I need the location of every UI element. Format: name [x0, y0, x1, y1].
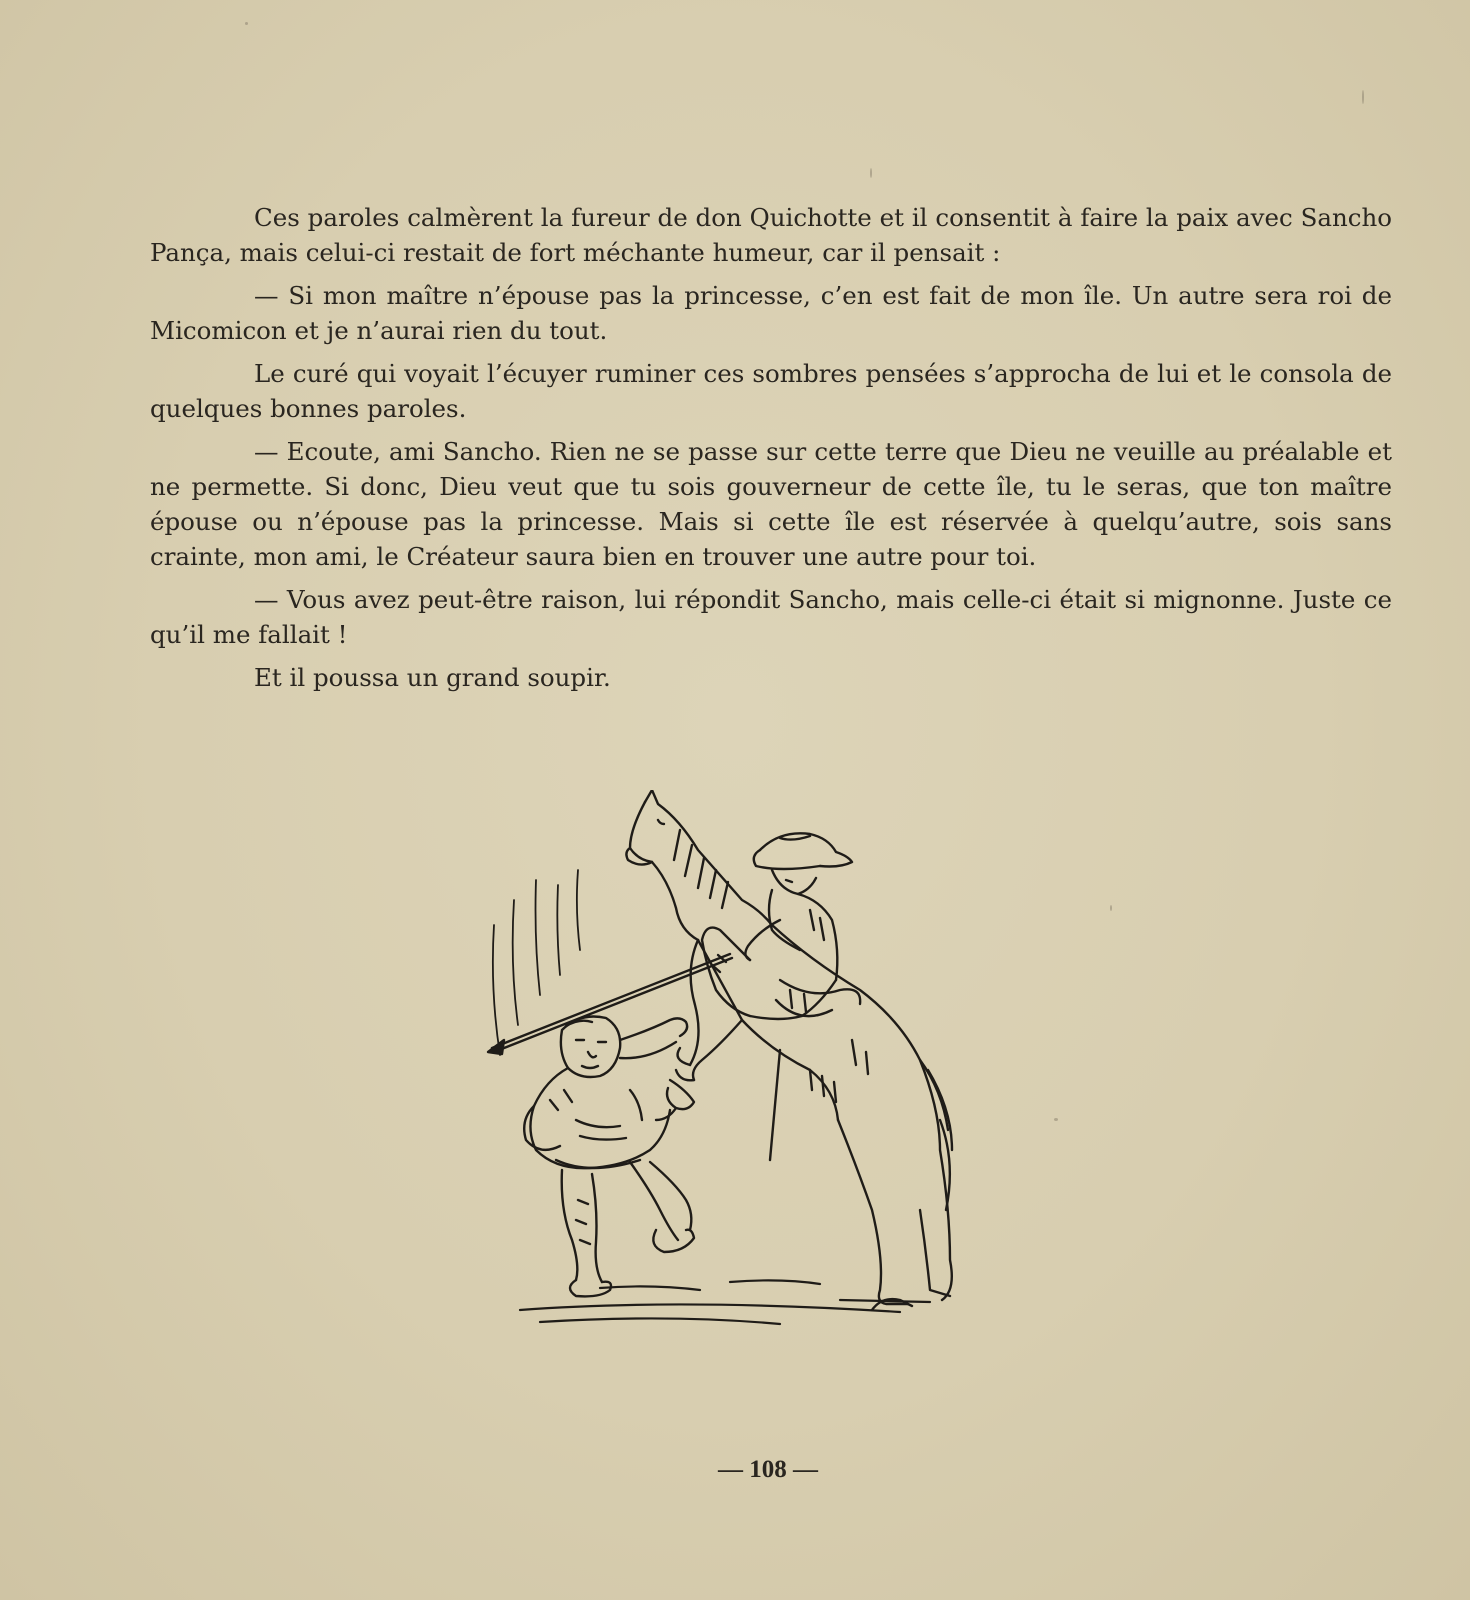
paragraph: — Si mon maître n’épouse pas la princesse, c’en est fait de mon île. Un autre sera roi de Micomicon et je n’aurai rien du tout.: [150, 281, 1392, 345]
paragraph: Et il poussa un grand soupir.: [254, 663, 611, 692]
paper-speck: [1110, 905, 1112, 911]
paragraph: — Ecoute, ami Sancho. Rien ne se passe sur cette terre que Dieu ne veuille au préalable et ne permette. Si donc, Dieu veut que tu sois gouverneur de cette île, tu le seras, que ton maître épouse ou n’épouse pas la princesse. Mais si cette île est réservée à quelqu’autre, sois sans crainte, mon ami, le Créateur saura bien en trouver une autre pour toi.: [150, 437, 1392, 571]
paper-speck: [245, 22, 248, 25]
squire-sancho: [524, 1017, 694, 1297]
paper-speck: [1362, 90, 1364, 104]
paper-speck: [870, 168, 872, 178]
ground-lines: [520, 1280, 930, 1324]
illustration-horse-rider-squire: [480, 790, 980, 1330]
paragraph: Ces paroles calmèrent la fureur de don Quichotte et il consentit à faire la paix avec Sancho Pança, mais celui-ci restait de fort méchante humeur, car il pensait :: [150, 203, 1392, 267]
paragraph: — Vous avez peut-être raison, lui répondit Sancho, mais celle-ci était si mignonne. Juste ce qu’il me fallait !: [150, 585, 1392, 649]
paper-speck: [1054, 1118, 1058, 1121]
motion-lines: [493, 870, 580, 1055]
page-number: — 108 —: [718, 1456, 818, 1483]
body-text: [150, 200, 1392, 703]
paragraph: Le curé qui voyait l’écuyer ruminer ces sombres pensées s’approcha de lui et le consola de quelques bonnes paroles.: [150, 359, 1392, 423]
